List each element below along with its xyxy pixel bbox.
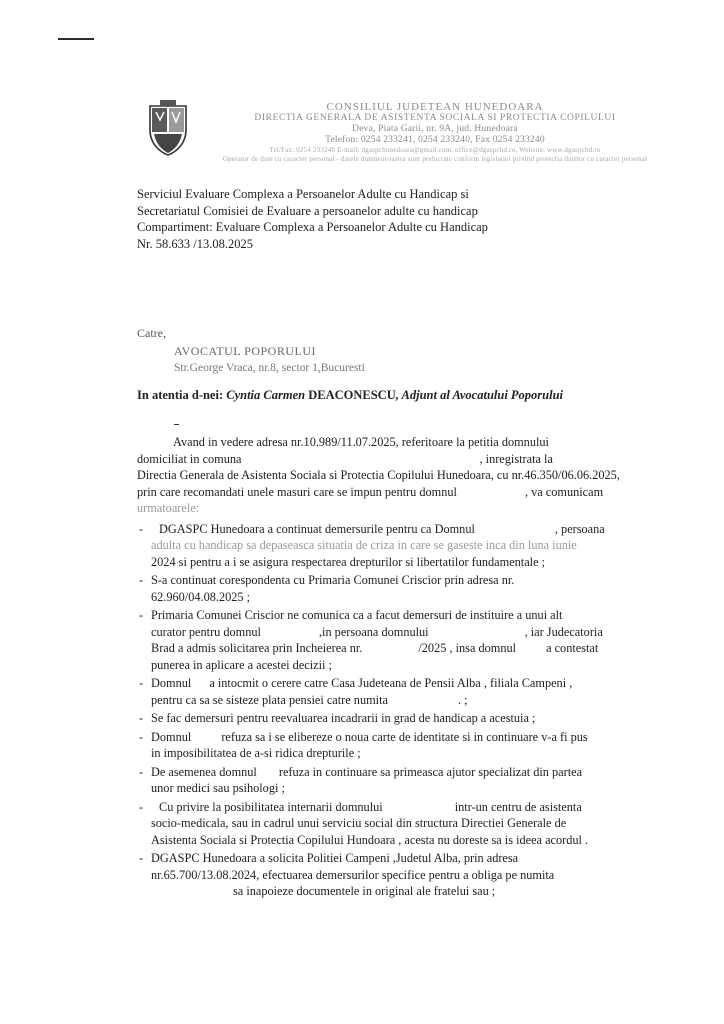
intro-line-1: Avand in vedere adresa nr.10.989/11.07.2025, referitoare la petitia domnului: [173, 435, 549, 449]
recipient-label: Catre,: [137, 326, 166, 340]
item-8-line-1a: Cu privire la posibilitatea internarii domnului: [159, 799, 383, 814]
item-3-line-3: [151, 640, 689, 657]
letterhead-phones: Telefon: 0254 233241, 0254 233240, Fax 0254 233240: [325, 135, 545, 145]
list-item: [137, 729, 689, 762]
letterhead-gdpr-note: Operator de date cu caracter personal - datele dumneavoastra sunt prelucrate conform legislatiei privind protectia datelor cu caracter personal: [222, 155, 648, 163]
item-7-line-1a: De asemenea domnul: [151, 764, 257, 779]
item-3-line-1: - Primaria Comunei Criscior ne comunica ca a facut demersuri de instituire a unui alt: [151, 608, 563, 622]
item-1-line-1b: , persoana: [554, 521, 605, 536]
list-item: [137, 710, 689, 727]
attention-line: [137, 388, 697, 403]
item-3-line-3a: Brad a admis solicitarea prin Incheierea nr.: [151, 641, 363, 655]
coat-of-arms-icon: [146, 100, 190, 156]
item-4-line-2a: pentru ca sa se sisteze plata pensiei catre numita: [151, 692, 388, 707]
list-item: [137, 764, 689, 797]
item-3-line-2: [151, 624, 689, 641]
department-line-2: Secretariatul Comisiei de Evaluare a persoanelor adulte cu handicap: [137, 203, 478, 218]
department-line-3: Compartiment: Evaluare Complexa a Persoanelor Adulte cu Handicap: [137, 220, 488, 234]
list-item: [137, 675, 689, 708]
item-6-line-1a: Domnul: [151, 729, 192, 744]
item-6-line-1: [151, 729, 689, 746]
recipient-address: Str.George Vraca, nr.8, sector 1,Bucuresti: [174, 362, 365, 374]
item-3-line-4: punerea in aplicare a acestei decizii ;: [151, 657, 332, 672]
item-8-line-2: socio-medicala, sau in cadrul unui serviciu social din structura Directiei Generale de: [151, 816, 567, 830]
department-line-1: Serviciul Evaluare Complexa a Persoanelor Adulte cu Handicap si: [137, 187, 469, 201]
intro-line-2a: domiciliat in comuna: [137, 451, 242, 466]
list-item: [137, 850, 689, 900]
letter-body: [137, 434, 689, 900]
registration-number: Nr. 58.633 /13.08.2025: [137, 236, 253, 251]
item-4-line-1a: Domnul: [151, 676, 192, 690]
intro-line-4a: prin care recomandati unele masuri care se impun pentru domnul: [137, 484, 457, 499]
intro-line-4: [137, 484, 689, 501]
item-6-line-2: in imposibilitatea de a-si ridica drepturile ;: [151, 746, 361, 760]
item-3-line-2b: ,in persoana domnului: [318, 624, 429, 639]
letterhead-directorate: DIRECTIA GENERALA DE ASISTENTA SOCIALA SI PROTECTIA COPILULUI: [254, 113, 616, 123]
item-4-line-2b: . ;: [457, 692, 468, 707]
item-3-line-3b: /2025 , insa domnul: [418, 641, 517, 655]
list-item: [137, 799, 689, 849]
intro-line-3: Directia Generala de Asistenta Sociala si Protectia Copilului Hunedoara, cu nr.46.350/06.06.2025,: [137, 468, 620, 482]
item-4-line-2: [151, 692, 689, 709]
intro-line-5: urmatoarele:: [137, 501, 200, 515]
item-4-line-1b: a intocmit o cerere catre Casa Judeteana de Pensii Alba , filiala Campeni ,: [209, 676, 573, 690]
item-2-line-2: 62.960/04.08.2025 ;: [151, 589, 251, 604]
recipient-name: AVOCATUL POPORULUI: [174, 344, 317, 358]
item-8-line-3: Asistenta Sociala si Protectia Copilului Hundoara , acesta nu doreste sa is ideea acordul .: [151, 832, 589, 847]
item-6-line-1b: refuza sa i se elibereze o noua carte de identitate si in continuare v-a fi pus: [221, 729, 588, 744]
item-1-line-3: 2024 si pentru a i se asigura respectarea drepturilor si libertatilor fundamentale ;: [151, 554, 546, 569]
item-4-line-1: [151, 675, 689, 692]
item-7-line-1: [151, 764, 689, 781]
item-3-line-2c: , iar Judecatoria: [524, 624, 603, 639]
item-1-line-2: adulta cu handicap sa depaseasca situatia de criza in care se gaseste inca din luna iunie: [151, 538, 577, 552]
dash-mark: [174, 424, 179, 425]
attention-prefix: In atentia d-nei:: [137, 388, 227, 402]
item-5-line-1: - Se fac demersuri pentru reevaluarea incadrarii in grad de handicap a acestuia ;: [151, 711, 536, 725]
attention-suffix: , Adjunt al Avocatului Poporului: [395, 388, 564, 402]
intro-paragraph: [137, 434, 689, 517]
intro-line-2: [137, 451, 689, 468]
issuing-department: [137, 186, 677, 252]
item-7-line-1b: refuza in continuare sa primeasca ajutor specializat din partea: [278, 764, 583, 779]
list-item: [137, 572, 689, 605]
item-1-line-1a: DGASPC Hunedoara a continuat demersurile pentru ca Domnul: [159, 521, 475, 536]
intro-line-4b: , va comunicam: [524, 484, 604, 499]
letterhead-address: Deva, Piata Garii, nr. 9A, jud. Hunedoara: [352, 124, 518, 134]
item-3-line-2a: curator pentru domnul: [151, 624, 261, 639]
item-9-line-2: nr.65.700/13.08.2024, efectuarea demersurilor specifice pentru a obliga pe numita: [151, 867, 555, 882]
scan-mark: [58, 38, 94, 40]
letterhead-council: CONSILIUL JUDETEAN HUNEDOARA: [326, 101, 544, 113]
item-3-line-3c: a contestat: [546, 641, 599, 655]
list-item: [137, 521, 689, 571]
attention-name: Cyntia Carmen: [226, 388, 309, 402]
attention-surname: DEACONESCU: [308, 388, 396, 402]
item-8-line-1: [151, 799, 689, 816]
letterhead: [200, 102, 670, 164]
list-item: [137, 607, 689, 673]
item-9-line-3: [151, 883, 689, 900]
intro-line-2b: , inregistrata la: [479, 451, 553, 466]
item-2-line-1: - S-a continuat corespondenta cu Primaria Comunei Criscior prin adresa nr.: [151, 573, 515, 587]
item-7-line-2: unor medici sau psihologi ;: [151, 781, 285, 795]
item-8-line-1b: intr-un centru de asistenta: [454, 799, 582, 814]
item-1-line-1: [151, 521, 689, 538]
item-9-line-1: - DGASPC Hunedoara a solicita Politiei Campeni ,Judetul Alba, prin adresa: [151, 851, 519, 865]
letterhead-contact: Tel/Fax: 0254 233240 E-mail: dgaspchunedoara@gmail.com, office@dgaspchd.ro, Website: www.dgaspchd.ro: [269, 146, 601, 154]
item-9-line-3a: sa inapoieze documentele in original ale fratelui sau ;: [233, 884, 496, 898]
